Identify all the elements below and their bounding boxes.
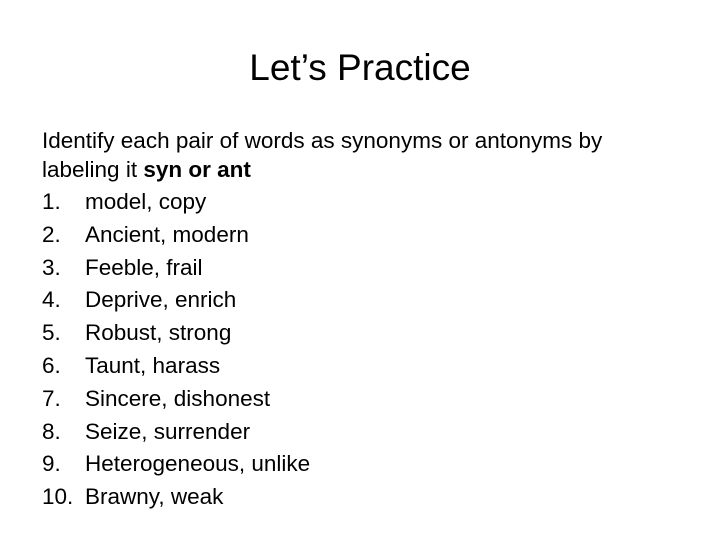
item-words: Feeble, frail xyxy=(85,254,203,280)
list-item xyxy=(42,416,682,449)
list-item xyxy=(42,252,682,285)
item-number: 6. xyxy=(42,352,61,378)
item-words: Taunt, harass xyxy=(85,352,221,378)
item-number: 5. xyxy=(42,320,61,346)
item-number: 3. xyxy=(42,254,61,280)
list-item xyxy=(42,350,682,383)
list-item xyxy=(42,317,682,350)
word-pair-list xyxy=(42,186,682,514)
slide-title: Let’s Practice xyxy=(249,47,471,88)
item-words: Sincere, dishonest xyxy=(85,385,271,411)
item-number: 2. xyxy=(42,221,61,247)
item-words: Robust, strong xyxy=(85,320,232,346)
instructions-text: Identify each pair of words as synonyms or antonyms by labeling it xyxy=(42,128,603,182)
item-number: 4. xyxy=(42,287,61,313)
item-number: 10. xyxy=(42,484,74,510)
item-words: Seize, surrender xyxy=(85,418,251,444)
item-words: Heterogeneous, unlike xyxy=(85,451,311,477)
item-words: model, copy xyxy=(85,189,207,214)
item-number: 1. xyxy=(42,189,61,214)
item-words: Deprive, enrich xyxy=(85,287,237,313)
slide-body xyxy=(42,126,682,514)
item-words: Brawny, weak xyxy=(85,484,224,510)
list-item xyxy=(42,383,682,416)
list-item xyxy=(42,186,682,219)
item-number: 7. xyxy=(42,385,61,411)
instructions-emphasis: syn or ant xyxy=(143,157,251,182)
instructions xyxy=(42,126,682,184)
list-item xyxy=(42,481,682,514)
list-item xyxy=(42,284,682,317)
item-number: 8. xyxy=(42,418,61,444)
item-words: Ancient, modern xyxy=(85,221,249,247)
list-item xyxy=(42,219,682,252)
item-number: 9. xyxy=(42,451,61,477)
list-item xyxy=(42,448,682,481)
